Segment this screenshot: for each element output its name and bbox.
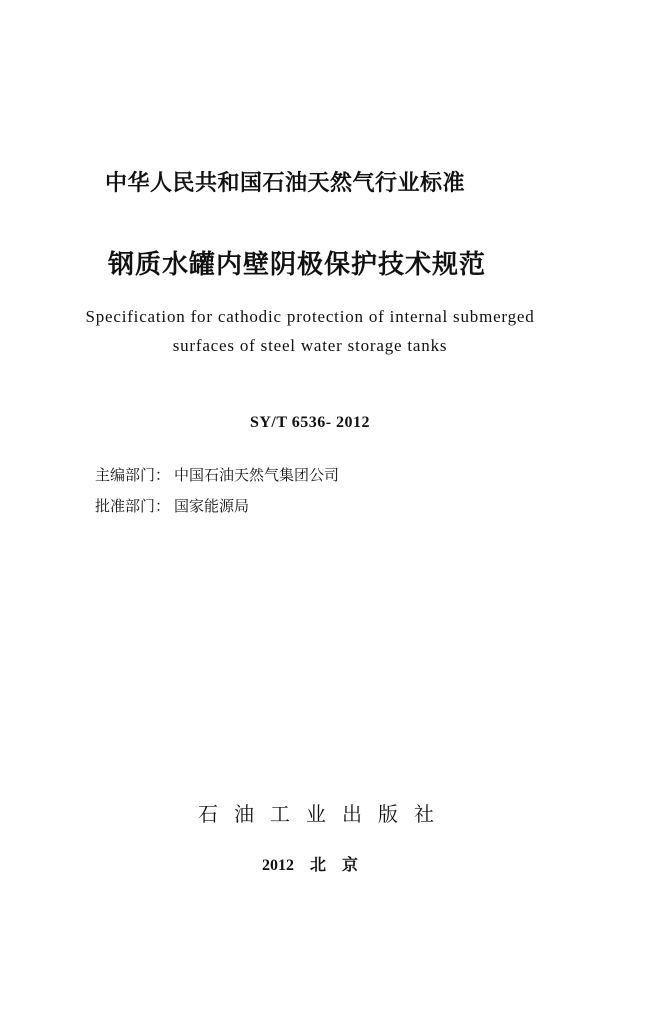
standard-code: SY/T 6536- 2012 [249,414,371,431]
publisher-name: 石油工业出版社 [198,802,450,826]
english-title-line-1: Specification for cathodic protection of internal submerged [85,307,535,326]
standard-series-heading: 中华人民共和国石油天然气行业标准 [105,171,466,196]
publication-year: 2012 [261,857,294,874]
editor-department [95,464,339,485]
editor-department-label: 主编部门： [95,466,171,484]
english-title-line-2: surfaces of steel water storage tanks [172,336,448,355]
publication-city: 北 京 [309,857,358,874]
approver-department [95,495,249,516]
editor-department-value: 中国石油天然气集团公司 [174,466,340,484]
publication-info [0,852,620,875]
approver-department-value: 国家能源局 [174,497,250,515]
chinese-title: 钢质水罐内壁阴极保护技术规范 [108,250,487,280]
approver-department-label: 批准部门： [95,497,171,515]
